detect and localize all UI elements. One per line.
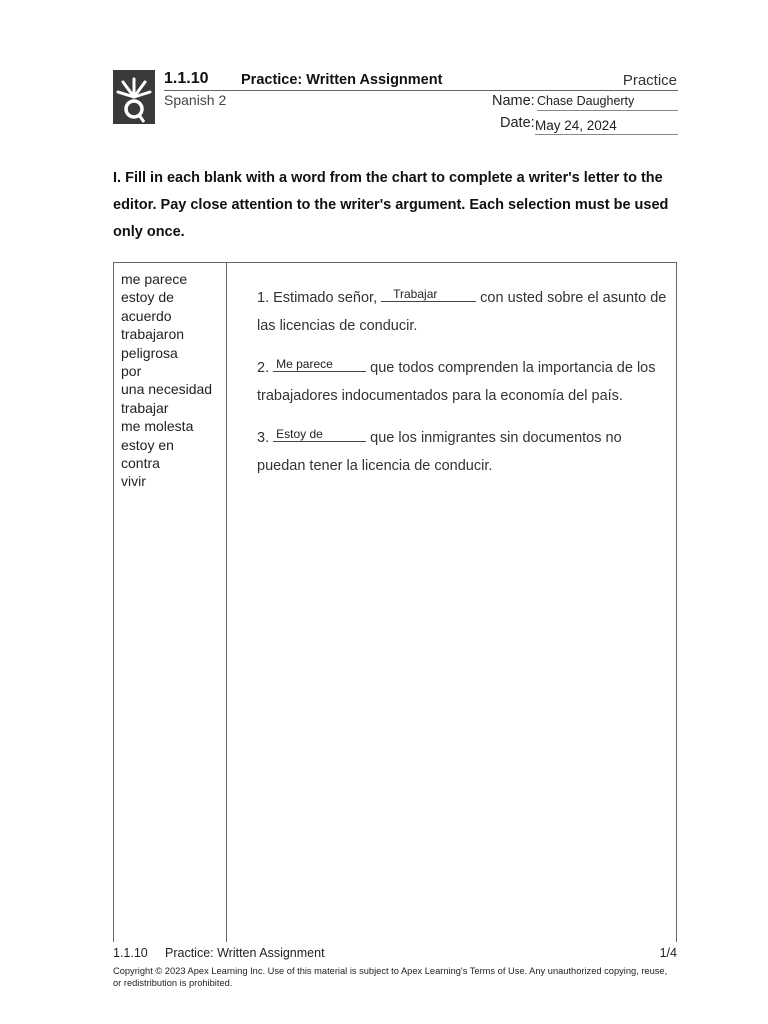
word-bank-item: estoy de xyxy=(121,289,174,306)
header-divider xyxy=(164,90,678,91)
instructions: I. Fill in each blank with a word from the chart to complete a writer's letter to the editor. Pay close attention to the writer's argument. Each selection must be used only once. xyxy=(113,170,669,240)
answer-text: Estoy de xyxy=(276,427,323,441)
sentence-3 xyxy=(257,425,672,480)
word-bank-item: trabajar xyxy=(121,399,169,416)
sentence-prefix: 2. xyxy=(257,360,270,376)
answer-blank[interactable] xyxy=(273,357,366,372)
activity-type: Practice xyxy=(622,72,677,89)
sentence-suffix: con usted sobre el asunto de las licencias de conducir. xyxy=(257,290,667,334)
answer-text: Trabajar xyxy=(393,287,438,301)
exercise-table xyxy=(113,262,677,942)
page-number: 1/4 xyxy=(659,946,677,960)
word-bank-item: me molesta xyxy=(121,418,194,435)
word-bank-item: contra xyxy=(121,455,160,472)
name-label: Name: xyxy=(492,93,535,109)
word-bank-item: estoy en xyxy=(121,436,174,453)
sentence-suffix: que todos comprenden la importancia de los trabajadores indocumentados para la economía del país. xyxy=(257,360,656,404)
word-bank-item: me parece xyxy=(121,271,188,287)
copyright-notice: Copyright © 2023 Apex Learning Inc. Use of this material is subject to Apex Learning's Terms of Use. Any unauthorized copying, reuse, or redistribution is prohibited. xyxy=(113,966,668,988)
sentence-2 xyxy=(257,355,672,410)
sentence-1 xyxy=(257,285,672,340)
word-bank-item: peligrosa xyxy=(121,344,178,361)
apex-logo-icon xyxy=(113,70,155,124)
date-field[interactable]: May 24, 2024 xyxy=(535,118,678,135)
footer-lesson-number: 1.1.10 xyxy=(113,946,148,960)
word-bank-item: vivir xyxy=(121,473,146,490)
name-field[interactable]: Chase Daugherty xyxy=(537,94,678,111)
lesson-title: Practice: Written Assignment xyxy=(241,72,443,88)
lesson-number: 1.1.10 xyxy=(164,70,209,87)
sentence-prefix: 3. xyxy=(257,430,270,446)
footer-lesson-title: Practice: Written Assignment xyxy=(165,946,325,960)
sentence-prefix: 1. Estimado señor, xyxy=(257,290,378,306)
word-bank-item: acuerdo xyxy=(121,307,172,324)
word-bank-item: una necesidad xyxy=(121,381,213,398)
word-bank-item: trabajaron xyxy=(121,326,185,343)
date-label: Date: xyxy=(500,115,535,131)
word-bank-item: por xyxy=(121,363,142,380)
word-bank xyxy=(114,263,227,942)
course-name: Spanish 2 xyxy=(164,92,227,108)
answer-blank[interactable] xyxy=(273,427,366,442)
answer-text: Me parece xyxy=(276,357,333,371)
answer-blank[interactable] xyxy=(381,287,476,302)
sentences-column xyxy=(228,263,676,942)
sentence-suffix: que los inmigrantes sin documentos no puedan tener la licencia de conducir. xyxy=(257,430,622,474)
